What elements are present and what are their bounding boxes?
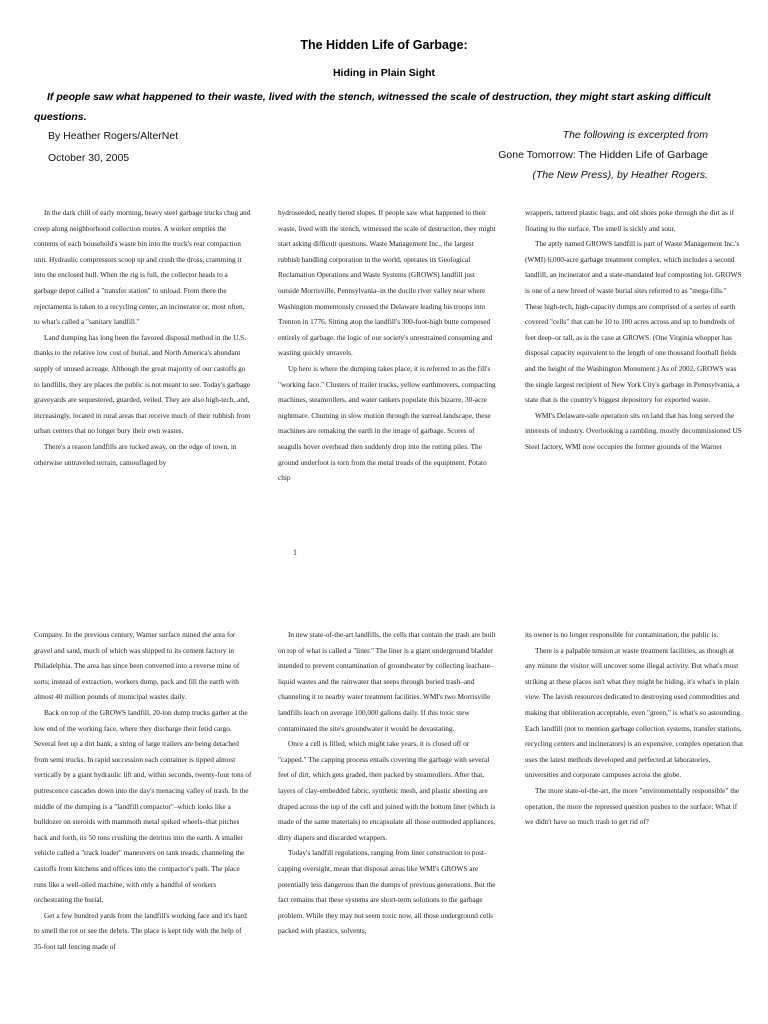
paragraph: Company. In the previous century, Warner surface mined the area for gravel and sand, much of which was shipped to its cement factory in Philadelphia. The area has since been converted into a reverse mine of sorts; instead of extraction, workers dump, pack and fill the earth with almost 40 million pounds of municipal wastes daily. xyxy=(34,630,240,702)
text-column-3 xyxy=(525,205,743,455)
paragraph: Land dumping has long been the favored disposal method in the U.S. thanks to the relative low cost of burial, and North America's abundant supply of unused acreage. Although the great majority of our castoffs go to landfills, they are places the public is not meant to see. Today's garbage graveyards are sequestered, guarded, veiled. They are also high-tech, and, increasingly, located in rural areas that receive much of their rubbish from urban centers that no longer bury their own wastes. xyxy=(34,332,251,436)
author-line: By Heather Rogers/AlterNet xyxy=(48,130,179,142)
article-subtitle: Hiding in Plain Sight xyxy=(332,67,436,79)
article-title: The Hidden Life of Garbage: xyxy=(300,38,468,52)
excerpt-line-1: The following is excerpted from xyxy=(562,129,708,141)
paragraph: wrappers, tattered plastic bags, and old shoes poke through the dirt as if floating to the surface. The smell is sickly and sour. xyxy=(525,208,735,233)
paragraph: Up here is where the dumping takes place; it is referred to as the fill's "working face." Clusters of trailer trucks, yellow earthmovers, compacting machines, steamrollers, and water tankers populate this bizarre, 30-acre nightmare. Churning in slow motion through the surreal landscape, these machines are remaking the earth in the image of garbage. Scores of seagulls hover overhead then suddenly drop into the rotting piles. The ground underfoot is torn from the metal treads of the equipment. Potato chip xyxy=(278,363,496,483)
paragraph: The more state-of-the-art, the more "environmentally responsible" the operation, the more the repressed question pushes to the surface: What if we didn't have so much trash to get rid of? xyxy=(525,785,740,827)
paragraph: hydroseeded, neatly tiered slopes. If people saw what happened to their waste, lived with the stench, witnessed the scale of destruction, they might start asking difficult questions. Waste Management Inc., the largest rubbish handling corporation in the world, operates its Geological Reclamation Operations and Waste Systems (GROWS) landfill just outside Morrisville, Pennsylvania–in the docile river valley near where Washington momentously crossed the Delaware leading his troops into Trenton in 1776. Sitting atop the landfill's 300-foot-high butte composed entirely of garbage, the logic of our society's unrestrained consuming and wasting quickly unravels. xyxy=(278,208,496,358)
document-page-2 xyxy=(0,620,768,1024)
date-line: October 30, 2005 xyxy=(48,152,130,164)
page-number: 1 xyxy=(293,548,297,557)
paragraph: There is a palpable tension at waste treatment facilities, as though at any minute the visitor will uncover some illegal activity. But what's most striking at these places isn't what they might be hiding, it's what's in plain view. The lavish resources dedicated to destroying used commodities and making that obliteration acceptable, even "green," is what's so astounding. Each landfill (not to mention garbage collection systems, transfer stations, recycling centers and incinerators) is an expensive, complex operation that uses the latest methods developed and perfected at laboratories, universities and corporate campuses across the globe. xyxy=(525,645,744,780)
page-gap xyxy=(0,575,768,620)
paragraph: Get a few hundred yards from the landfill's working face and it's hard to smell the rot or see the debris. The place is kept tidy with the help of 35-foot tall fencing made of xyxy=(34,910,247,951)
excerpt-line-2: Gone Tomorrow: The Hidden Life of Garbage xyxy=(498,149,708,161)
text-column-2 xyxy=(278,205,496,486)
paragraph: its owner is no longer responsible for contamination, the public is. xyxy=(525,630,719,639)
paragraph: WMI's Delaware-side operation sits on land that has long served the interests of industry. Overlooking a rambling, mostly decommissioned US Steel factory, WMI now occupies the former grounds of the Warner xyxy=(525,410,742,451)
byline xyxy=(48,125,178,169)
text-column-1 xyxy=(34,627,252,954)
paragraph: There's a reason landfills are tucked away, on the edge of town, in otherwise untraveled terrain, camouflaged by xyxy=(34,441,237,467)
text-column-3 xyxy=(525,627,743,830)
text-column-2 xyxy=(278,627,496,939)
excerpt-note xyxy=(498,125,708,185)
article-lede: If people saw what happened to their waste, lived with the stench, witnessed the scale of destruction, they might start asking difficult questions. xyxy=(34,91,711,123)
paragraph: Once a cell is filled, which might take years, it is closed off or "capped." The capping process entails covering the garbage with several feet of dirt, which gets graded, then packed by steamrollers. After that, layers of clay-embedded fabric, synthetic mesh, and plastic sheeting are draped across the top of the cell and joined with the bottom liner (which is made of the same materials) to encapsulate all those outmoded appliances, dirty diapers and discarded wrappers. xyxy=(278,739,496,842)
excerpt-line-3: (The New Press), by Heather Rogers. xyxy=(532,169,708,181)
paragraph: Today's landfill regulations, ranging from liner construction to post-capping oversight, mean that disposal areas like WMI's GROWS are potentially less dangerous than the dumps of previous generations. But the fact remains that these systems are short-term solutions to the garbage problem. While they may not seem toxic now, all those underground cells packed with plastics, solvents, xyxy=(278,848,496,936)
paragraph: In the dark chill of early morning, heavy steel garbage trucks chug and creep along neighborhood collection routes. A worker empties the contents of each household's waste bin into the truck's rear compaction unit. Hydraulic compressors scoop up and crush the dross, cramming it into the enclosed hull. When the rig is full, the collector heads to a garbage depot called a "transfer station" to unload. From there the rejectamenta is taken to a recycling center, an incinerator or, most often, to what's called a "sanitary landfill." xyxy=(34,208,251,327)
paragraph: Back on top of the GROWS landfill, 20-ton dump trucks gather at the low end of the working face, where they discharge their fetid cargo. Several feet up a dirt bank, a string of large trailers are being detached from semi trucks. In rapid succession each container is tipped almost vertically by a giant hydraulic lift and, within seconds, twenty-four tons of putrescence cascades down into the day's menacing valley of trash. In the middle of the dumping is a "landfill compactor"–which looks like a bulldozer on steroids with mammoth metal spiked wheels–that pitches back and forth, its 50 tons crushing the detritus into the earth. A smaller vehicle called a "track loader" maneuvers on tank treads, channeling the castoffs from kitchens and offices into the compactor's path. The place runs like a well-oiled machine, with only a handful of workers orchestrating the burial. xyxy=(34,707,252,905)
paragraph: In new state-of-the-art landfills, the cells that contain the trash are built on top of what is called a "liner." The liner is a giant underground bladder intended to prevent contamination of groundwater by collecting leachate–liquid wastes and the rainwater that seeps through buried trash–and channeling it to nearby water treatment facilities. WMI's two Morrisville landfills leach on average 100,000 gallons daily. If this toxic stew contaminated the site's groundwater it would be devastating. xyxy=(278,630,496,733)
paragraph: The aptly named GROWS landfill is part of Waste Management Inc.'s (WMI) 6,000-acre garbage treatment complex, which includes a second landfill, an incinerator and a state-mandated leaf composting lot. GROWS is one of a new breed of waste burial sites referred to as "mega-fills." These high-tech, high-capacity dumps are comprised of a series of earth covered "cells" that can be 10 to 100 acres across and up to hundreds of feet deep–or tall, as is the case at GROWS. (One Virginia whopper has disposal capacity equivalent to the length of one thousand football fields and the height of the Washington Monument.) As of 2002, GROWS was the single largest recipient of New York City's garbage in Pennsylvania, a state that is the country's biggest depository for exported waste. xyxy=(525,239,742,405)
text-column-1 xyxy=(34,205,252,470)
